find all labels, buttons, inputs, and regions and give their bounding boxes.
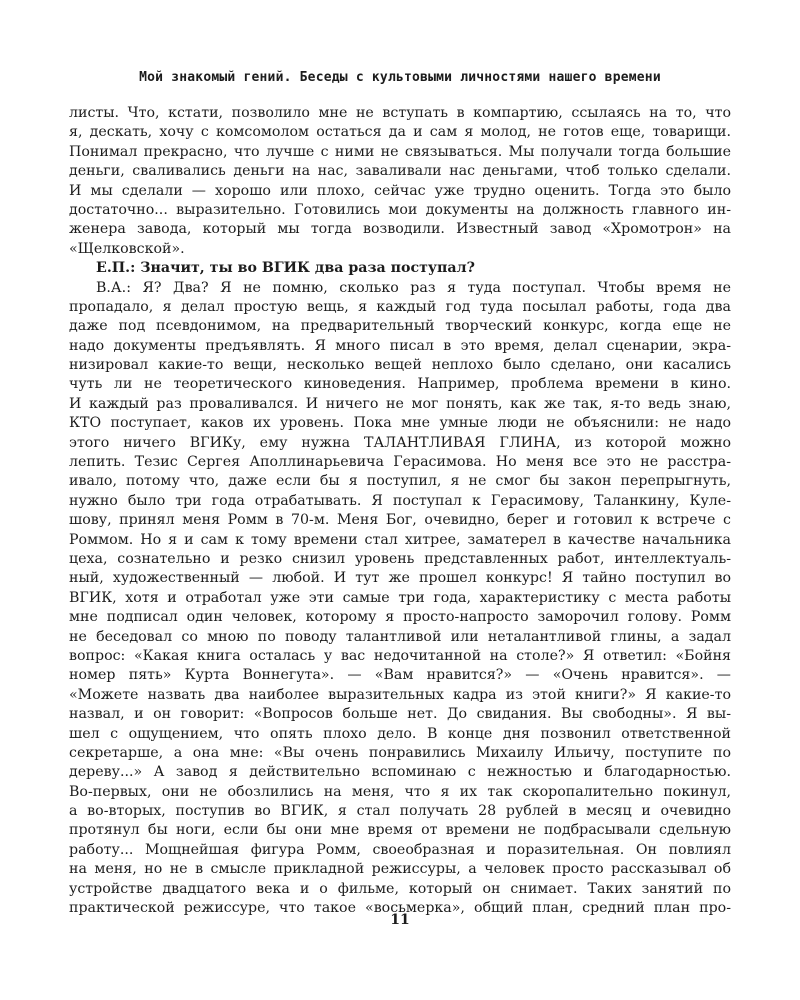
text-line: цеха, сознательно и резко снизил уровень представленных работ, интеллектуаль- (69, 550, 731, 567)
text-line: даже под псевдонимом, на предварительный творческий конкурс, когда еще не (69, 318, 731, 335)
text-line: В.А.: Я? Два? Я не помню, сколько раз я туда поступал. Чтобы время не (96, 279, 731, 296)
text-line: работу... Мощнейшая фигура Ромм, своеобразная и поразительная. Он повлиял (69, 841, 731, 858)
text-line: протянул бы ноги, если бы они мне время от времени не подбрасывали сдельную (69, 822, 731, 839)
text-line: номер пять» Курта Воннегута». — «Вам нравится?» — «Очень нравится». — (69, 667, 731, 684)
text-line: вопрос: «Какая книга осталась у вас недочитанной на столе?» Я ответил: «Бойня (69, 647, 731, 664)
text-line: дереву...» А завод я действительно вспоминаю с нежностью и благодарностью. (69, 764, 731, 781)
text-line: нужно было три года отрабатывать. Я поступал к Герасимову, Таланкину, Куле- (69, 492, 731, 509)
text-line: листы. Что, кстати, позволило мне не вступать в компартию, ссылаясь на то, что (69, 105, 731, 121)
text-line: шел с ощущением, что опять плохо дело. В конце дня позвонил ответственной (69, 725, 731, 742)
text-line: «Можете назвать два наиболее выразительных кадра из этой книги?» Я какие-то (69, 686, 731, 703)
text-line: ивало, потому что, даже если бы я поступил, я не смог бы закон перепрыгнуть, (69, 473, 731, 490)
text-line: шову, принял меня Ромм в 70-м. Меня Бог, очевидно, берег и готовил к встрече с (69, 512, 731, 529)
text-line: И каждый раз проваливался. И ничего не мог понять, как же так, я-то ведь знаю, (69, 395, 731, 412)
text-line: практической режиссуре, что такое «восьмерка», общий план, средний план про- (69, 900, 731, 917)
text-line: назвал, и он говорит: «Вопросов больше нет. До свидания. Вы свободны». Я вы- (69, 706, 731, 723)
text-line: устройстве двадцатого века и о фильме, который он снимает. Таких занятий по (69, 880, 731, 897)
text-line: секретарше, а она мне: «Вы очень понравились Михаилу Ильичу, поступите по (69, 744, 731, 761)
text-line: Во-первых, они не обозлились на меня, что я их так скоропалительно покинул, (69, 783, 731, 800)
text-line: лепить. Тезис Сергея Аполлинарьевича Герасимова. Но меня все это не расстра- (69, 454, 731, 471)
text-line: деньги, сваливались деньги на нас, заваливали нас деньгами, чтоб только сделали. (69, 163, 731, 180)
text-line: достаточно... выразительно. Готовились мои документы на должность главного ин- (69, 201, 731, 218)
text-line: я, дескать, хочу с комсомолом остаться да и сам я молод, не готов еще, товарищи. (69, 124, 731, 141)
text-line: низировал какие-то вещи, несколько вещей неплохо было сделано, они касались (69, 357, 731, 374)
text-line: а во-вторых, поступив во ВГИК, я стал получать 28 рублей в месяц и очевидно (69, 803, 731, 820)
body-text (69, 104, 731, 918)
text-line: «Щелковской». (69, 240, 185, 257)
page-number: 11 (390, 912, 410, 928)
text-line: надо документы предъявлять. Я много писал в это время, делал сценарии, экра- (69, 337, 731, 354)
text-line: женера завода, который мы тогда возводили. Известный завод «Хромотрон» на (69, 221, 731, 238)
dialogue-speaker-line: Е.П.: Значит, ты во ВГИК два раза поступал? (96, 260, 475, 277)
text-line: ВГИК, хотя и отработал уже эти самые три года, характеристику с места работы (69, 589, 731, 606)
text-line: Роммом. Но я и сам к тому времени стал хитрее, заматерел в качестве начальника (69, 531, 731, 548)
text-line: этого ничего ВГИКу, ему нужна ТАЛАНТЛИВАЯ ГЛИНА, из которой можно (69, 434, 731, 451)
text-line: И мы сделали — хорошо или плохо, сейчас уже трудно оценить. Тогда это было (69, 182, 731, 199)
text-line: ный, художественный — любой. И тут же прошел конкурс! Я тайно поступил во (69, 570, 731, 587)
text-line: не беседовал со мною по поводу талантливой или неталантливой глины, а задал (69, 628, 731, 645)
text-line: мне подписал один человек, которому я просто-напросто заморочил голову. Ромм (69, 609, 731, 626)
text-line: пропадало, я делал простую вещь, я каждый год туда посылал работы, года два (69, 298, 731, 315)
text-line: на меня, но не в смысле прикладной режиссуры, а человек просто рассказывал об (69, 861, 731, 878)
text-line: КТО поступает, каков их уровень. Пока мне умные люди не объяснили: не надо (69, 415, 731, 432)
text-line: Понимал прекрасно, что лучше с ними не связываться. Мы получали тогда большие (69, 143, 731, 160)
running-header: Мой знакомый гений. Беседы с культовыми личностями нашего времени (139, 70, 661, 85)
text-line: чуть ли не теоретического киноведения. Например, проблема времени в кино. (69, 376, 731, 393)
